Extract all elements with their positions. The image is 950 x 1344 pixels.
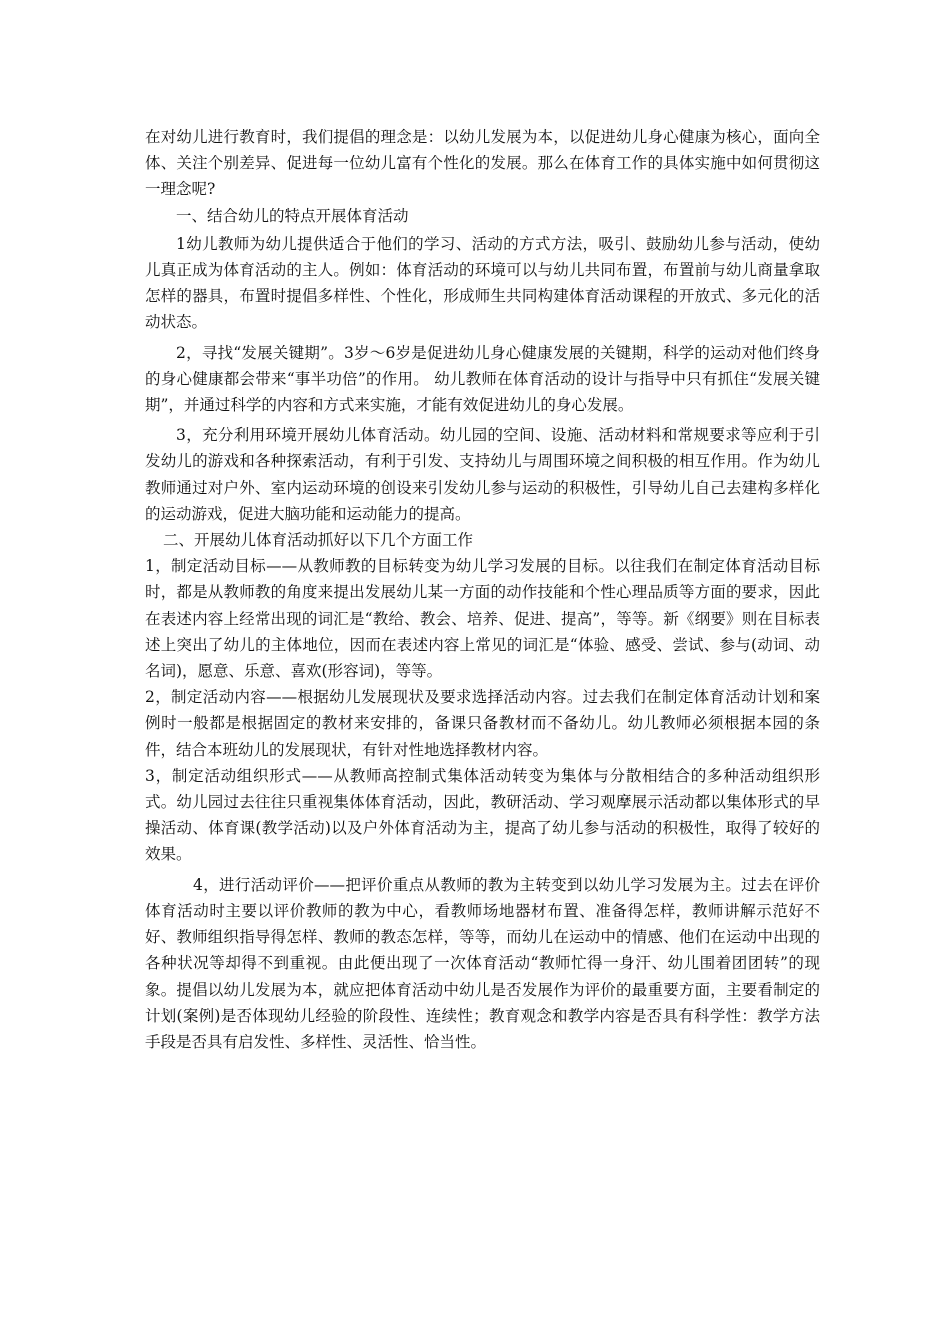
intro-paragraph: 在对幼儿进行教育时，我们提倡的理念是：以幼儿发展为本，以促进幼儿身心健康为核心，面向全体、关注个别差异、促进每一位幼儿富有个性化的发展。那么在体育工作的具体实施中如何贯彻这一理念呢? — [145, 128, 820, 199]
body-paragraph: 2，制定活动内容——根据幼儿发展现状及要求选择活动内容。过去我们在制定体育活动计划和案例时一般都是根据固定的教材来安排的，备课只备教材而不备幼儿。幼儿教师必须根据本园的条件，结合本班幼儿的发展现状，有针对性地选择教材内容。 — [145, 688, 820, 759]
body-paragraph: 3，制定活动组织形式——从教师高控制式集体活动转变为集体与分散相结合的多种活动组织形式。幼儿园过去往往只重视集体体育活动，因此，教研活动、学习观摩展示活动都以集体形式的早操活动、体育课(教学活动)以及户外体育活动为主，提高了幼儿参与活动的积极性，取得了较好的效果。 — [145, 766, 820, 864]
section-heading-1: 一、结合幼儿的特点开展体育活动 — [176, 206, 409, 225]
body-paragraph: 2，寻找“发展关键期”。3岁～6岁是促进幼儿身心健康发展的关键期，科学的运动对他们终身的身心健康都会带来“事半功倍”的作用。 幼儿教师在体育活动的设计与指导中只有抓住“发展关键期”，并通过科学的内容和方式来实施，才能有效促进幼儿的身心发展。 — [145, 343, 820, 415]
body-paragraph: 3，充分利用环境开展幼儿体育活动。幼儿园的空间、设施、活动材料和常规要求等应利于引发幼儿的游戏和各种探索活动，有利于引发、支持幼儿与周围环境之间积极的相互作用。作为幼儿教师通过对户外、室内运动环境的创设来引发幼儿参与运动的积极性，引导幼儿自己去建构多样化的运动游戏，促进大脑功能和运动能力的提高。 — [145, 426, 820, 523]
body-paragraph: 1幼儿教师为幼儿提供适合于他们的学习、活动的方式方法，吸引、鼓励幼儿参与活动，使幼儿真正成为体育活动的主人。例如：体育活动的环境可以与幼儿共同布置，布置前与幼儿商量拿取怎样的器具，布置时提倡多样性、个性化，形成师生共同构建体育活动课程的开放式、多元化的活动状态。 — [145, 234, 820, 332]
document-body — [145, 124, 820, 1055]
section-heading-2: 二、开展幼儿体育活动抓好以下几个方面工作 — [163, 531, 474, 550]
body-paragraph: 4，进行活动评价——把评价重点从教师的教为主转变到以幼儿学习发展为主。过去在评价体育活动时主要以评价教师的教为中心，看教师场地器材布置、准备得怎样，教师讲解示范好不好、教师组织指导得怎样、教师的教态怎样，等等，而幼儿在运动中的情感、他们在运动中出现的各种状况等却得不到重视。由此便出现了一次体育活动“教师忙得一身汗、幼儿围着团团转”的现象。提倡以幼儿发展为本，就应把体育活动中幼儿是否发展作为评价的最重要方面，主要看制定的计划(案例)是否体现幼儿经验的阶段性、连续性；教育观念和教学内容是否具有科学性：教学方法手段是否具有启发性、多样性、灵活性、恰当性。 — [145, 875, 820, 1051]
body-paragraph: 1，制定活动目标——从教师教的目标转变为幼儿学习发展的目标。以往我们在制定体育活动目标时，都是从教师教的角度来提出发展幼儿某一方面的动作技能和个性心理品质等方面的要求，因此在表述内容上经常出现的词汇是“教给、教会、培养、促进、提高”，等等。新《纲要》则在目标表述上突出了幼儿的主体地位，因而在表述内容上常见的词汇是“体验、感受、尝试、参与(动词、动名词)，愿意、乐意、喜欢(形容词)，等等。 — [145, 557, 820, 681]
